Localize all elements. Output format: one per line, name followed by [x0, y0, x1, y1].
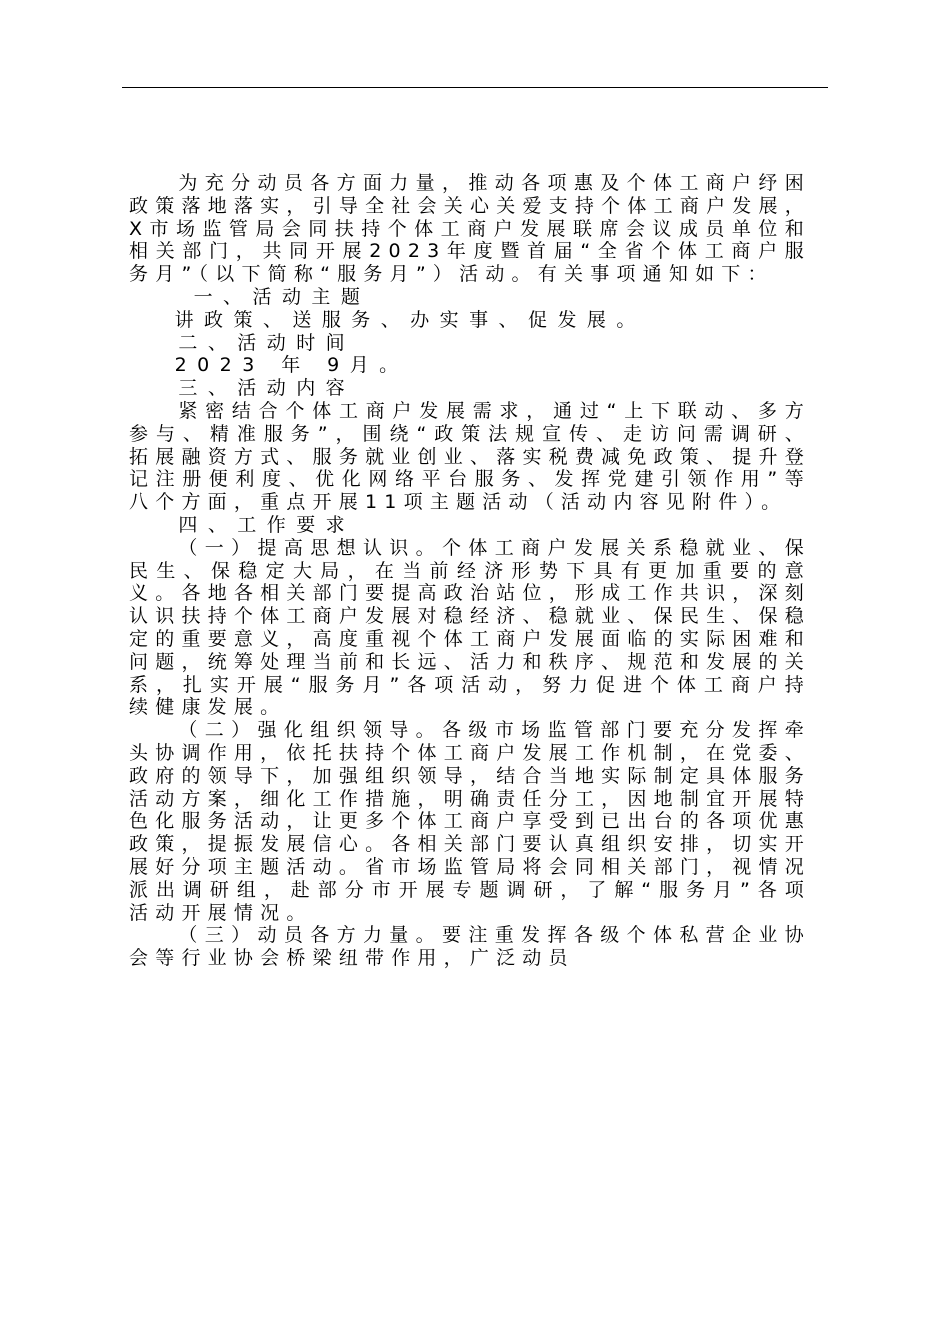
section-heading-time: 二、活动时间	[178, 331, 356, 354]
header-rule	[122, 87, 828, 88]
section-heading-content: 三、活动内容	[178, 377, 356, 400]
section-heading-theme: 一、活动主题	[193, 285, 371, 308]
requirement-paragraph-2: （二）强化组织领导。各级市场监管部门要充分发挥牵头协调作用，依托扶持个体工商户发展工作机制，在党委、政府的领导下，加强组织领导，结合当地实际制定具体服务活动方案，细化工作措施，明确责任分工，因地制宜开展特色化服务活动，让更多个体工商户享受到已出台的各项优惠政策，提振发展信心。各相关部门要认真组织安排，切实开展好分项主题活动。省市场监管局将会同相关部门，视情况派出调研组，赴部分市开展专题调研，了解“服务月”各项活动开展情况。	[129, 719, 811, 924]
theme-text: 讲政策、送服务、办实事、促发展。	[174, 308, 646, 331]
intro-paragraph: 为充分动员各方面力量，推动各项惠及个体工商户纾困政策落地落实，引导全社会关心关爱支持个体工商户发展，X市场监管局会同扶持个体工商户发展联席会议成员单位和相关部门，共同开展2023年度暨首届“全省个体工商户服务月”（以下简称“服务月”）活动。有关事项通知如下：	[129, 172, 811, 286]
document-body	[129, 172, 811, 970]
section-heading-requirements: 四、工作要求	[178, 513, 356, 536]
requirement-paragraph-1: （一）提高思想认识。个体工商户发展关系稳就业、保民生、保稳定大局，在当前经济形势下具有更加重要的意义。各地各相关部门要提高政治站位，形成工作共识，深刻认识扶持个体工商户发展对稳经济、稳就业、保民生、保稳定的重要意义，高度重视个体工商户发展面临的实际困难和问题，统筹处理当前和长远、活力和秩序、规范和发展的关系，扎实开展“服务月”各项活动，努力促进个体工商户持续健康发展。	[129, 536, 811, 719]
requirement-paragraph-3: （三）动员各方力量。要注重发挥各级个体私营企业协会等行业协会桥梁纽带作用，广泛动员	[129, 924, 811, 970]
time-text: 2023 年 9月。	[174, 354, 409, 377]
content-paragraph: 紧密结合个体工商户发展需求，通过“上下联动、多方参与、精准服务”，围绕“政策法规宣传、走访问需调研、拓展融资方式、服务就业创业、落实税费减免政策、提升登记注册便利度、优化网络平台服务、发挥党建引领作用”等八个方面，重点开展11项主题活动（活动内容见附件）。	[129, 399, 811, 514]
